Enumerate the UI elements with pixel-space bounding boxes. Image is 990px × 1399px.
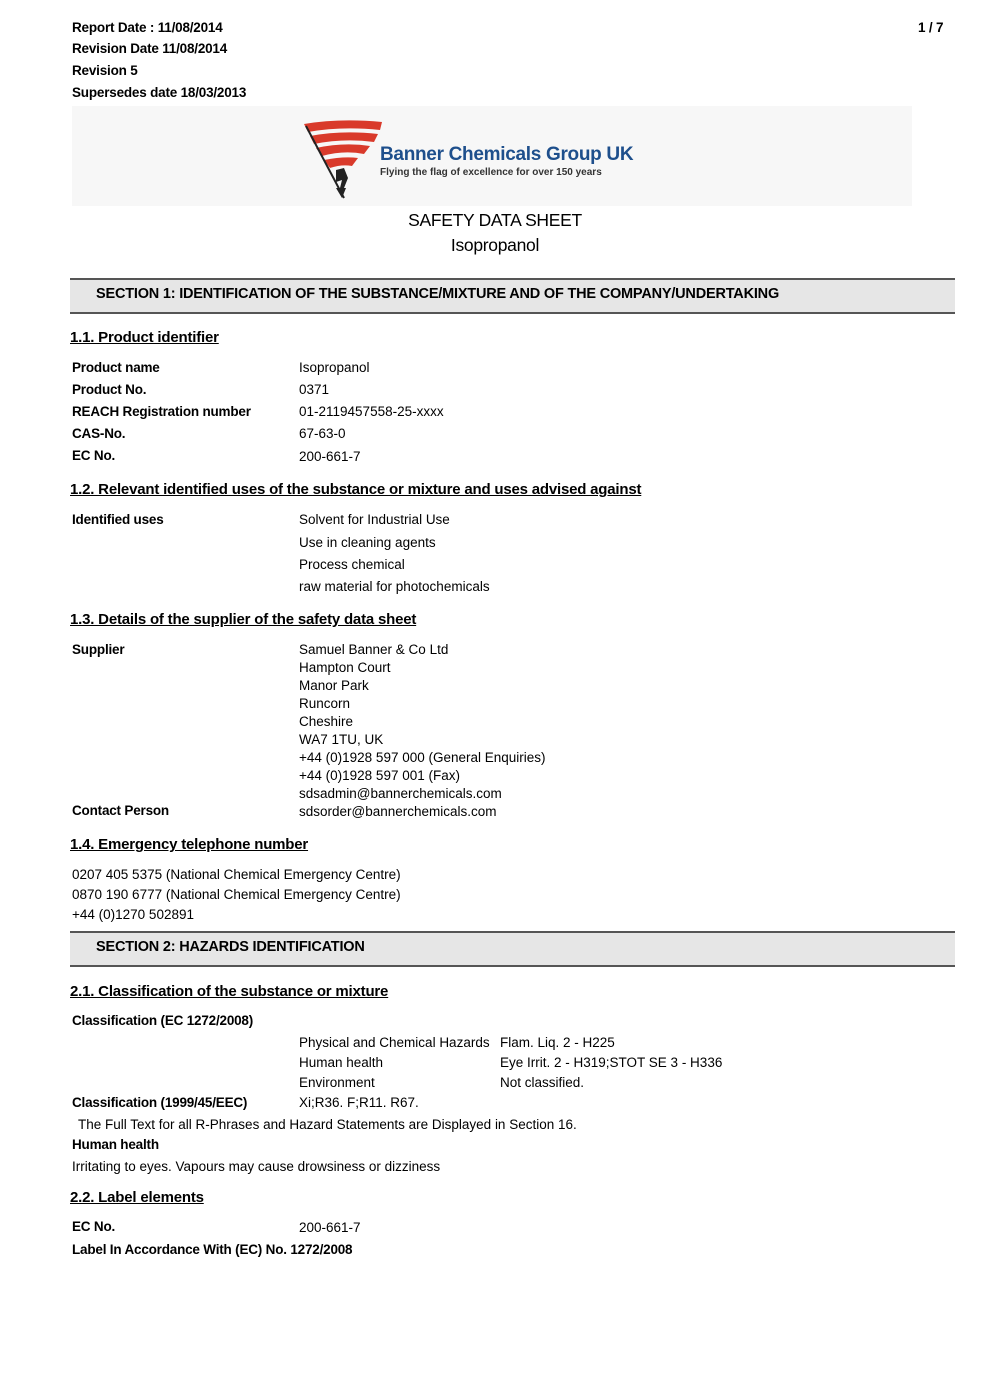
page-number: 1 / 7 xyxy=(918,20,944,35)
human-health-text: Irritating to eyes. Vapours may cause drowsiness or dizziness xyxy=(72,1159,441,1174)
subsection-2-1-title: 2.1. Classification of the substance or mixture xyxy=(70,983,389,1000)
label-accordance: Label In Accordance With (EC) No. 1272/2008 xyxy=(72,1242,353,1257)
report-date: Report Date : 11/08/2014 xyxy=(72,20,223,35)
hazard-category: Environment xyxy=(299,1075,375,1090)
company-logo-banner xyxy=(72,106,912,206)
supplier-line: Samuel Banner & Co Ltd xyxy=(299,642,449,657)
ec-value: 200-661-7 xyxy=(299,449,361,464)
supplier-line: Runcorn xyxy=(299,696,351,711)
supplier-line: Manor Park xyxy=(299,678,369,693)
product-name-value: Isopropanol xyxy=(299,360,370,375)
contact-email-link[interactable]: sdsorder@bannerchemicals.com xyxy=(299,804,497,819)
hazard-value: Flam. Liq. 2 - H225 xyxy=(500,1035,615,1050)
clp-classification-label: Classification (EC 1272/2008) xyxy=(72,1013,254,1028)
emergency-phone-line: 0870 190 6777 (National Chemical Emergency Centre) xyxy=(72,887,401,902)
supplier-line: WA7 1TU, UK xyxy=(299,732,384,747)
section-2-header xyxy=(70,931,955,967)
hazard-category: Human health xyxy=(299,1055,384,1070)
emergency-phone-line: +44 (0)1270 502891 xyxy=(72,907,194,922)
revision-number: Revision 5 xyxy=(72,63,138,78)
reach-label: REACH Registration number xyxy=(72,404,251,419)
hazard-value: Not classified. xyxy=(500,1075,585,1090)
identified-uses-label: Identified uses xyxy=(72,512,164,527)
cas-label: CAS-No. xyxy=(72,426,126,441)
hazard-value: Eye Irrit. 2 - H319;STOT SE 3 - H336 xyxy=(500,1055,723,1070)
flag-logo-icon xyxy=(300,118,390,200)
label-ec-label: EC No. xyxy=(72,1219,116,1234)
subsection-2-2-title: 2.2. Label elements xyxy=(70,1189,204,1206)
supplier-line: +44 (0)1928 597 001 (Fax) xyxy=(299,768,460,783)
dsd-classification-value: Xi;R36. F;R11. R67. xyxy=(299,1095,419,1110)
subsection-1-4-title: 1.4. Emergency telephone number xyxy=(70,836,309,853)
emergency-phone-line: 0207 405 5375 (National Chemical Emergency Centre) xyxy=(72,867,401,882)
contact-person-label: Contact Person xyxy=(72,803,169,818)
full-text-note: The Full Text for all R-Phrases and Hazard Statements are Displayed in Section 16. xyxy=(78,1117,577,1132)
supplier-line: +44 (0)1928 597 000 (General Enquiries) xyxy=(299,750,546,765)
company-name: Banner Chemicals Group UK xyxy=(380,144,634,165)
identified-use-item: raw material for photochemicals xyxy=(299,579,490,594)
section-1-header xyxy=(70,278,955,314)
document-title: SAFETY DATA SHEET xyxy=(408,210,582,230)
subsection-1-2-title: 1.2. Relevant identified uses of the substance or mixture and uses advised against xyxy=(70,481,642,498)
revision-date: Revision Date 11/08/2014 xyxy=(72,41,228,56)
identified-use-item: Use in cleaning agents xyxy=(299,535,436,550)
product-name-label: Product name xyxy=(72,360,160,375)
subsection-1-1-title: 1.1. Product identifier xyxy=(70,329,219,346)
supplier-email-link[interactable]: sdsadmin@bannerchemicals.com xyxy=(299,786,502,801)
supplier-line: Hampton Court xyxy=(299,660,391,675)
ec-label: EC No. xyxy=(72,448,116,463)
identified-use-item: Process chemical xyxy=(299,557,405,572)
product-no-label: Product No. xyxy=(72,382,147,397)
reach-value: 01-2119457558-25-xxxx xyxy=(299,404,444,419)
product-title: Isopropanol xyxy=(450,235,540,255)
company-tagline: Flying the flag of excellence for over 150 years xyxy=(380,167,602,178)
product-no-value: 0371 xyxy=(299,382,330,397)
supersedes-date: Supersedes date 18/03/2013 xyxy=(72,85,247,100)
supplier-label: Supplier xyxy=(72,642,125,657)
label-ec-value: 200-661-7 xyxy=(299,1220,361,1235)
identified-use-item: Solvent for Industrial Use xyxy=(299,512,450,527)
subsection-1-3-title: 1.3. Details of the supplier of the safety data sheet xyxy=(70,611,417,628)
cas-value: 67-63-0 xyxy=(299,426,346,441)
dsd-classification-label: Classification (1999/45/EEC) xyxy=(72,1095,248,1110)
human-health-label: Human health xyxy=(72,1137,159,1152)
section-1-title: SECTION 1: IDENTIFICATION OF THE SUBSTANCE/MIXTURE AND OF THE COMPANY/UNDERTAKING xyxy=(96,286,780,302)
hazard-category: Physical and Chemical Hazards xyxy=(299,1035,490,1050)
section-2-title: SECTION 2: HAZARDS IDENTIFICATION xyxy=(96,939,365,955)
supplier-line: Cheshire xyxy=(299,714,354,729)
